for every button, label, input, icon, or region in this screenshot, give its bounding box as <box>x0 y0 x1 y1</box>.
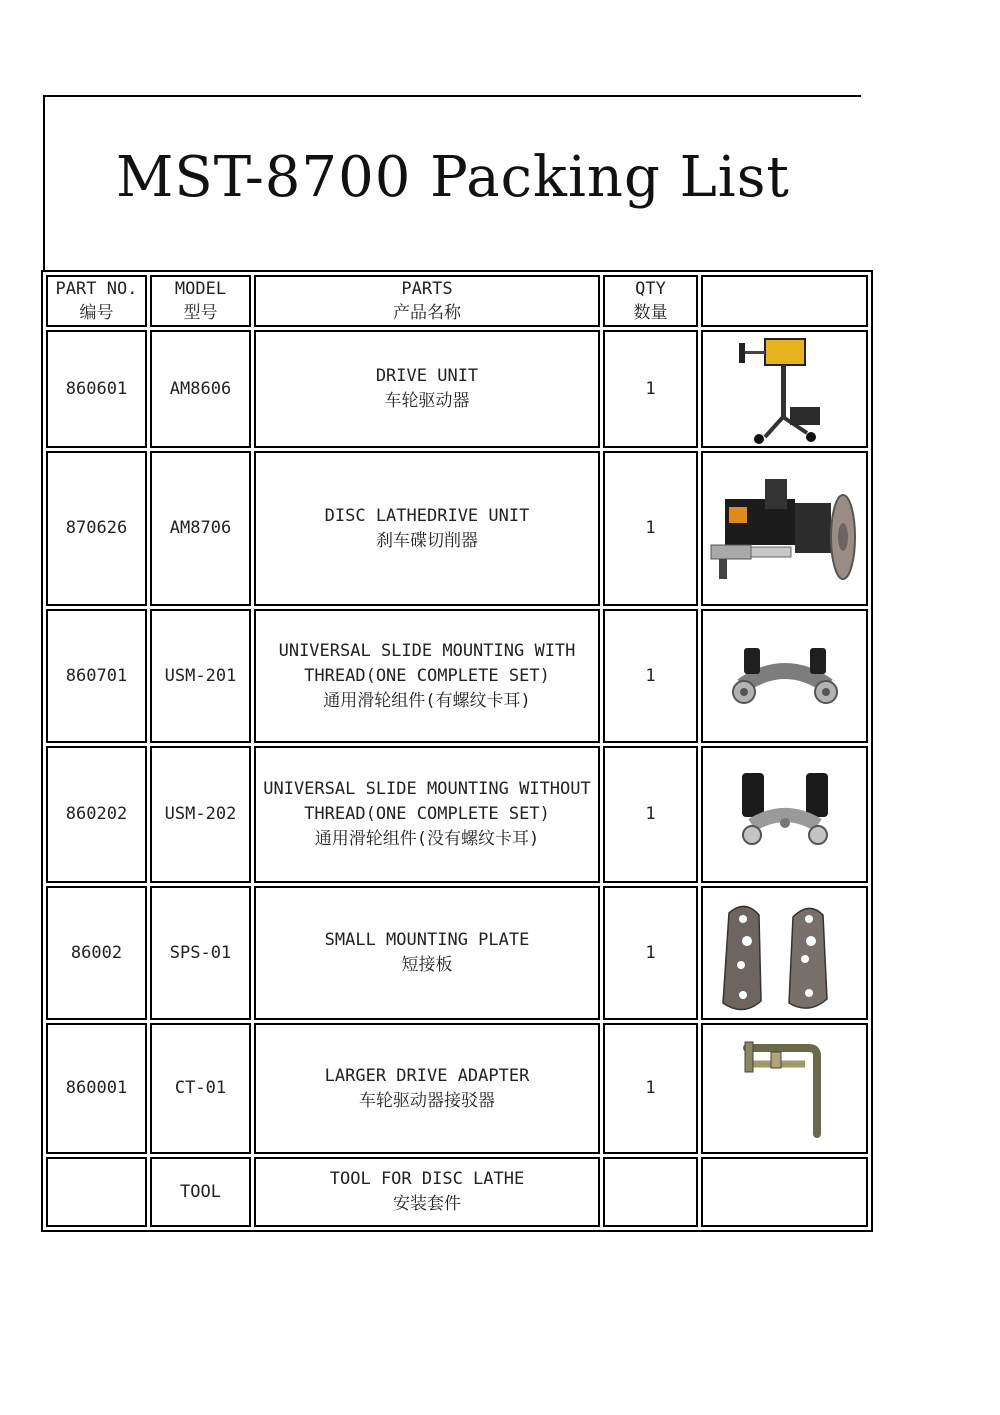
table-row <box>46 451 868 606</box>
image-cell <box>701 609 868 743</box>
model-cell: CT-01 <box>150 1023 251 1154</box>
image-cell <box>701 746 868 883</box>
slide-mounting-with-thread-image <box>730 636 840 716</box>
qty-cell: 1 <box>603 886 698 1020</box>
drive-adapter-image <box>735 1034 835 1144</box>
parts-cell: DRIVE UNIT 车轮驱动器 <box>254 330 600 448</box>
model-cell: AM8706 <box>150 451 251 606</box>
title-box <box>43 95 861 271</box>
parts-cell: UNIVERSAL SLIDE MOUNTING WITH THREAD(ONE COMPLETE SET) 通用滑轮组件(有螺纹卡耳) <box>254 609 600 743</box>
table-row <box>46 1157 868 1227</box>
part-no-cell: 860001 <box>46 1023 147 1154</box>
image-cell <box>701 451 868 606</box>
table-row <box>46 330 868 448</box>
parts-cell: UNIVERSAL SLIDE MOUNTING WITHOUT THREAD(ONE COMPLETE SET) 通用滑轮组件(没有螺纹卡耳) <box>254 746 600 883</box>
header-image <box>701 275 868 327</box>
header-parts: PARTS 产品名称 <box>254 275 600 327</box>
table-row <box>46 1023 868 1154</box>
model-cell: SPS-01 <box>150 886 251 1020</box>
part-no-cell: 860701 <box>46 609 147 743</box>
image-cell <box>701 330 868 448</box>
model-cell: AM8606 <box>150 330 251 448</box>
image-cell <box>701 886 868 1020</box>
table-row <box>46 746 868 883</box>
header-part-no: PART NO. 编号 <box>46 275 147 327</box>
disc-lathe-image <box>705 459 865 599</box>
header-model: MODEL 型号 <box>150 275 251 327</box>
table-row <box>46 609 868 743</box>
qty-cell: 1 <box>603 451 698 606</box>
header-qty: QTY 数量 <box>603 275 698 327</box>
slide-mounting-without-thread-image <box>730 765 840 865</box>
part-no-cell <box>46 1157 147 1227</box>
mounting-plate-image <box>705 893 865 1013</box>
qty-cell: 1 <box>603 1023 698 1154</box>
page-title: MST-8700 Packing List <box>116 145 790 210</box>
parts-cell: TOOL FOR DISC LATHE 安装套件 <box>254 1157 600 1227</box>
parts-cell: LARGER DRIVE ADAPTER 车轮驱动器接驳器 <box>254 1023 600 1154</box>
image-cell <box>701 1157 868 1227</box>
drive-unit-image <box>735 333 835 445</box>
table-row <box>46 886 868 1020</box>
parts-cell: SMALL MOUNTING PLATE 短接板 <box>254 886 600 1020</box>
part-no-cell: 86002 <box>46 886 147 1020</box>
header-row <box>46 275 868 327</box>
qty-cell: 1 <box>603 330 698 448</box>
parts-cell: DISC LATHEDRIVE UNIT 刹车碟切削器 <box>254 451 600 606</box>
packing-list-table <box>41 270 873 1232</box>
part-no-cell: 870626 <box>46 451 147 606</box>
model-cell: USM-202 <box>150 746 251 883</box>
qty-cell: 1 <box>603 746 698 883</box>
qty-cell: 1 <box>603 609 698 743</box>
model-cell: USM-201 <box>150 609 251 743</box>
qty-cell <box>603 1157 698 1227</box>
model-cell: TOOL <box>150 1157 251 1227</box>
part-no-cell: 860601 <box>46 330 147 448</box>
image-cell <box>701 1023 868 1154</box>
part-no-cell: 860202 <box>46 746 147 883</box>
